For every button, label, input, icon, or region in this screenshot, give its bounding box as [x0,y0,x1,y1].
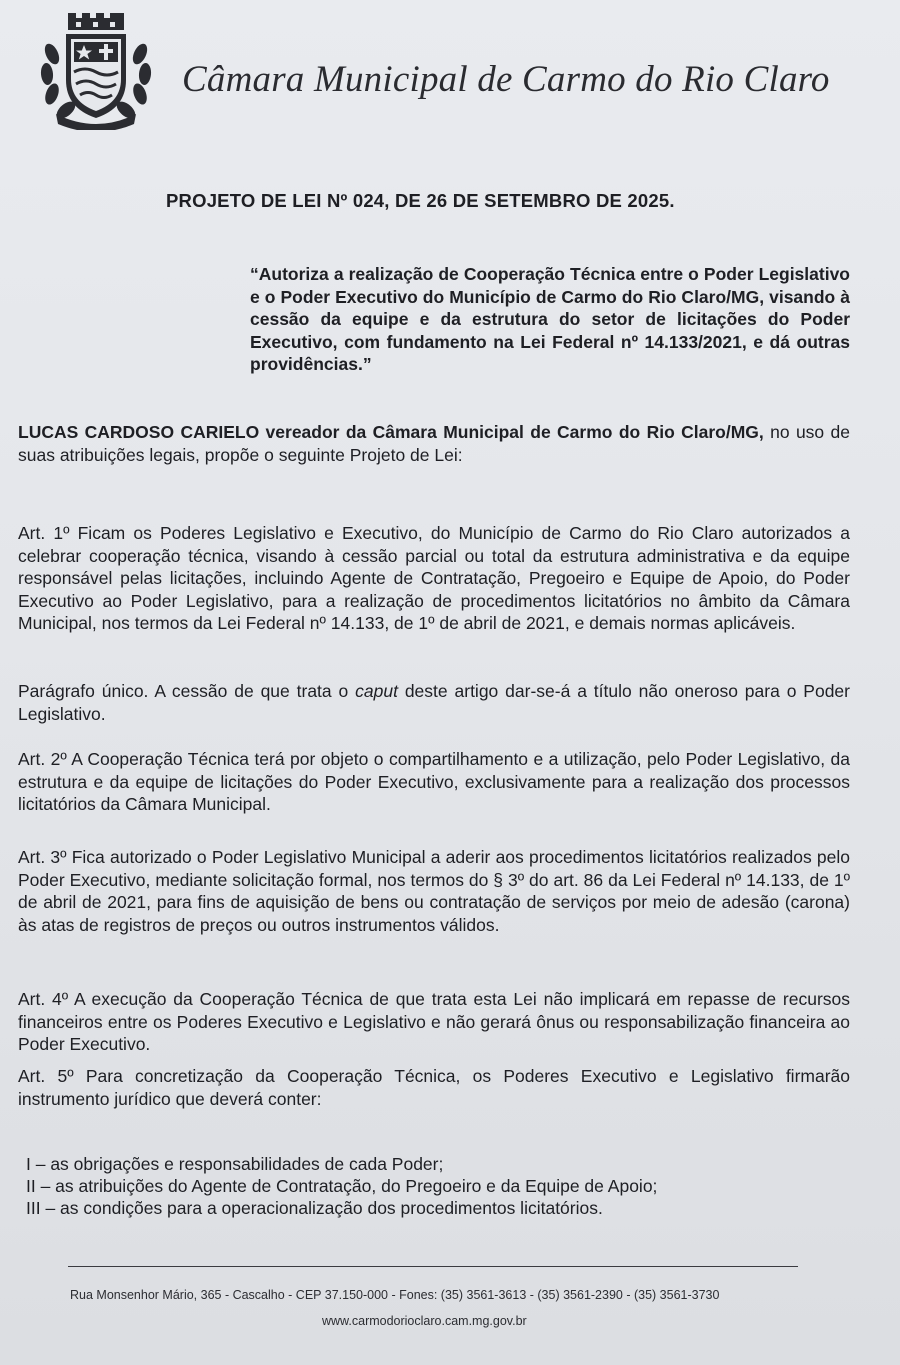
article-5-item-2: II – as atribuições do Agente de Contratação, do Pregoeiro e da Equipe de Apoio; [26,1176,658,1196]
article-4: Art. 4º A execução da Cooperação Técnica de que trata esta Lei não implicará em repasse de recursos financeiros entre os Poderes Executivo e Legislativo e não gerará ônus ou responsabilização financeira ao Poder Executivo. [18,989,850,1054]
footer-divider [68,1266,798,1267]
article-3: Art. 3º Fica autorizado o Poder Legislativo Municipal a aderir aos procedimentos licitatórios realizados pelo Poder Executivo, mediante solicitação formal, nos termos do § 3º do art. 86 da Lei Federal nº 14.133, de 1º de abril de 2021, para fins de aquisição de bens ou contratação de serviços por meio de adesão (carona) às atas de registros de preços ou outros instrumentos válidos. [18,847,850,935]
article-2: Art. 2º A Cooperação Técnica terá por objeto o compartilhamento e a utilização, pelo Poder Legislativo, da estrutura e da equipe de licitações do Poder Executivo, exclusivamente para a realização dos processos licitatórios da Câmara Municipal. [18,749,850,814]
municipal-coat-of-arms-icon [38,12,154,130]
bill-title: PROJETO DE LEI Nº 024, DE 26 DE SETEMBRO DE 2025. [166,190,675,211]
proposer-name: LUCAS CARDOSO CARIELO vereador da Câmara Municipal de Carmo do Rio Claro/MG, [18,422,764,442]
footer-website: www.carmodorioclaro.cam.mg.gov.br [322,1314,527,1328]
chamber-name-heading: Câmara Municipal de Carmo do Rio Claro [182,59,830,100]
sole-paragraph-text-end: deste artigo dar-se-á a título não oneroso para o Poder Legislativo. [18,681,850,724]
article-1: Art. 1º Ficam os Poderes Legislativo e Executivo, do Município de Carmo do Rio Claro autorizados a celebrar cooperação técnica, visando à cessão parcial ou total da estrutura administrativa e da equipe responsável pelas licitações, incluindo Agente de Contratação, Pregoeiro e Equipe de Apoio, do Poder Executivo ao Poder Legislativo, para a realização de procedimentos licitatórios no âmbito da Câmara Municipal, nos termos da Lei Federal nº 14.133, de 1º de abril de 2021, e demais normas aplicáveis. [18,523,850,633]
article-5-item-3: III – as condições para a operacionalização dos procedimentos licitatórios. [26,1198,603,1218]
proposer-statement-text: no uso de suas atribuições legais, propõe o seguinte Projeto de Lei: [18,422,850,465]
bill-summary: “Autoriza a realização de Cooperação Técnica entre o Poder Legislativo e o Poder Executivo do Município de Carmo do Rio Claro/MG, visando à cessão da equipe e da estrutura do setor de licitações do Poder Executivo, com fundamento na Lei Federal nº 14.133/2021, e dá outras providências.” [250,264,850,374]
article-5-item-1: I – as obrigações e responsabilidades de cada Poder; [26,1154,444,1174]
sole-paragraph-caput: caput [355,681,398,701]
footer-address: Rua Monsenhor Mário, 365 - Cascalho - CEP 37.150-000 - Fones: (35) 3561-3613 - (35) 3561-2390 - (35) 3561-3730 [70,1288,720,1302]
article-5: Art. 5º Para concretização da Cooperação Técnica, os Poderes Executivo e Legislativo firmarão instrumento jurídico que deverá conter: [18,1066,850,1109]
proposer-statement [18,421,850,466]
sole-paragraph [18,680,850,725]
sole-paragraph-text-start: Parágrafo único. A cessão de que trata o [18,681,356,701]
